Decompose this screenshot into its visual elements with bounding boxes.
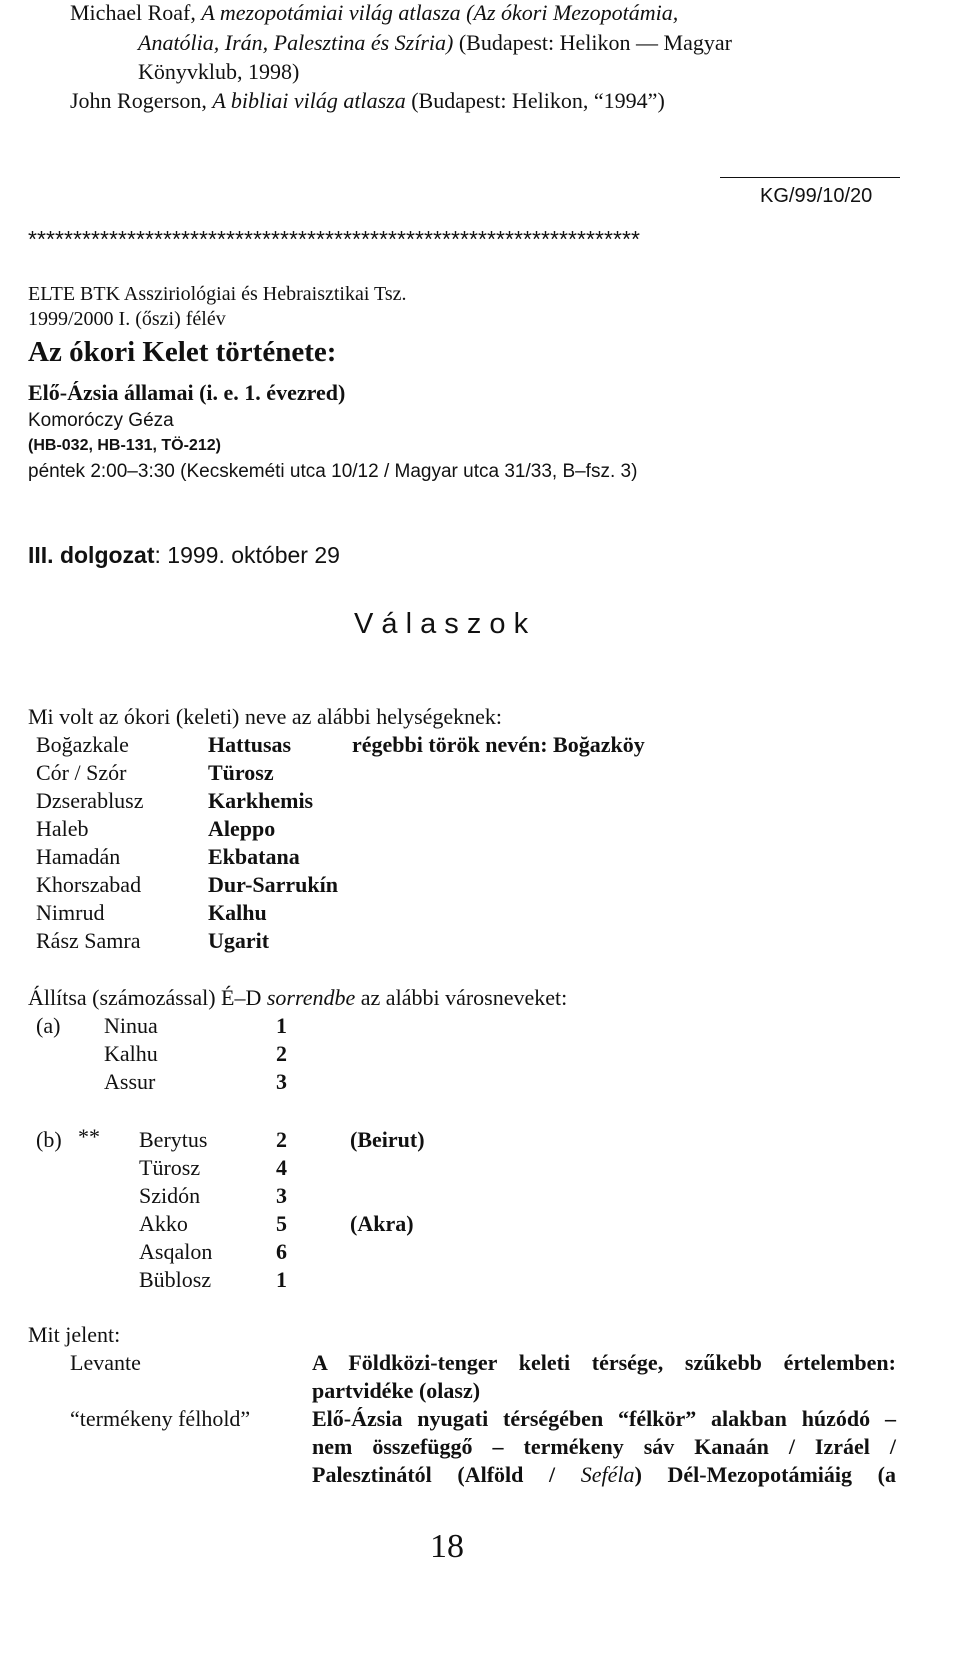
- doc-code-rule: [720, 177, 900, 178]
- q2-part-a-label: (a): [36, 1013, 61, 1038]
- q2-part-b-num: 6: [276, 1239, 287, 1264]
- q2-part-b-city: Akko: [139, 1211, 188, 1236]
- q2-part-b-num: 3: [276, 1183, 287, 1208]
- q1-row: Haleb: [36, 816, 89, 841]
- q3-def-levante-line1: A Földközi-tenger keleti térsége, szűkebb értelemben:: [312, 1350, 896, 1375]
- reference-roaf-line3: Könyvklub, 1998): [138, 59, 300, 84]
- answers-title: V á l a s z o k: [354, 608, 529, 640]
- reference-roaf-line1: Michael Roaf, A mezopotámiai világ atlasza (Az ókori Mezopotámia,: [70, 0, 679, 25]
- reference-rogerson: John Rogerson, A bibliai világ atlasza (Budapest: Helikon, “1994”): [70, 88, 665, 113]
- q2-part-a-city: Kalhu: [104, 1041, 158, 1066]
- q2-part-b-city: Berytus: [139, 1127, 208, 1152]
- q2-part-a-city: Ninua: [104, 1013, 158, 1038]
- q1-row-ancient: Hattusas: [208, 732, 292, 757]
- semester: 1999/2000 I. (őszi) félév: [28, 308, 226, 330]
- q1-row: Nimrud: [36, 900, 105, 925]
- q2-part-a-city: Assur: [104, 1069, 156, 1094]
- q2-part-b-city: Asqalon: [139, 1239, 213, 1264]
- q3-def-fertile-line3: Palesztinától (Alföld / Seféla) Dél-Mezopotámiáig (a: [312, 1462, 896, 1487]
- q2-part-b-note: (Akra): [350, 1211, 414, 1236]
- q1-row-ancient: Ugarit: [208, 928, 270, 953]
- q1-row: Hamadán: [36, 844, 121, 869]
- q2-part-b-num: 5: [276, 1211, 287, 1236]
- q2-part-b-stars: **: [78, 1124, 100, 1149]
- q3-term-fertile-crescent: “termékeny félhold”: [70, 1406, 251, 1431]
- doc-code: KG/99/10/20: [760, 185, 873, 207]
- q2-part-b-city: Büblosz: [139, 1267, 212, 1292]
- course-subtitle: Elő-Ázsia államai (i. e. 1. évezred): [28, 380, 346, 405]
- q2-part-b-city: Türosz: [139, 1155, 201, 1180]
- q2-part-a-num: 3: [276, 1069, 287, 1094]
- lecturer: Komoróczy Géza: [28, 410, 174, 431]
- page-number: 18: [430, 1528, 464, 1565]
- q3-term-levante: Levante: [70, 1350, 141, 1375]
- course-codes: (HB-032, HB-131, TÖ-212): [28, 437, 221, 454]
- q1-row-ancient: Ekbatana: [208, 844, 300, 869]
- q2-part-b-label: (b): [36, 1127, 62, 1152]
- department: ELTE BTK Assziriológiai és Hebraisztikai Tsz.: [28, 283, 407, 305]
- q1-row-ancient: Karkhemis: [208, 788, 314, 813]
- q2-part-a-num: 1: [276, 1013, 287, 1038]
- q2-part-b-num: 2: [276, 1127, 287, 1152]
- q1-row-ancient: Aleppo: [208, 816, 276, 841]
- q2-prompt: Állítsa (számozással) É–D sorrendbe az alábbi városneveket:: [28, 985, 568, 1010]
- q1-row: Rász Samra: [36, 928, 141, 953]
- q1-row: Boğazkale: [36, 732, 129, 757]
- q2-part-b-city: Szidón: [139, 1183, 201, 1208]
- q1-row: Khorszabad: [36, 872, 142, 897]
- q2-part-b-num: 4: [276, 1155, 287, 1180]
- reference-roaf-line2: Anatólia, Irán, Palesztina és Szíria) (Budapest: Helikon — Magyar: [138, 30, 732, 55]
- q2-part-b-num: 1: [276, 1267, 287, 1292]
- q2-part-a-num: 2: [276, 1041, 287, 1066]
- asterisk-separator: ********************************************************************: [28, 226, 641, 252]
- q1-row-ancient: Dur-Sarrukín: [208, 872, 338, 897]
- q3-prompt: Mit jelent:: [28, 1322, 121, 1347]
- q1-row-ancient: Kalhu: [208, 900, 267, 925]
- q1-row: Dzserablusz: [36, 788, 144, 813]
- q1-row-note: régebbi török nevén: Boğazköy: [352, 732, 645, 757]
- q3-def-levante-line2: partvidéke (olasz): [312, 1378, 481, 1403]
- q3-def-fertile-line2: nem összefüggő – termékeny sáv Kanaán / Izráel /: [312, 1434, 896, 1459]
- course-title: Az ókori Kelet története:: [28, 336, 337, 368]
- test-title: III. dolgozat: 1999. október 29: [28, 542, 340, 568]
- q1-row: Cór / Szór: [36, 760, 127, 785]
- q3-def-fertile-line1: Elő-Ázsia nyugati térségében “félkör” alakban húzódó –: [312, 1406, 896, 1431]
- q1-prompt: Mi volt az ókori (keleti) neve az alábbi helységeknek:: [28, 704, 503, 729]
- q2-part-b-note: (Beirut): [350, 1127, 425, 1152]
- schedule: péntek 2:00–3:30 (Kecskeméti utca 10/12 / Magyar utca 31/33, B–fsz. 3): [28, 461, 638, 482]
- q1-row-ancient: Türosz: [208, 760, 274, 785]
